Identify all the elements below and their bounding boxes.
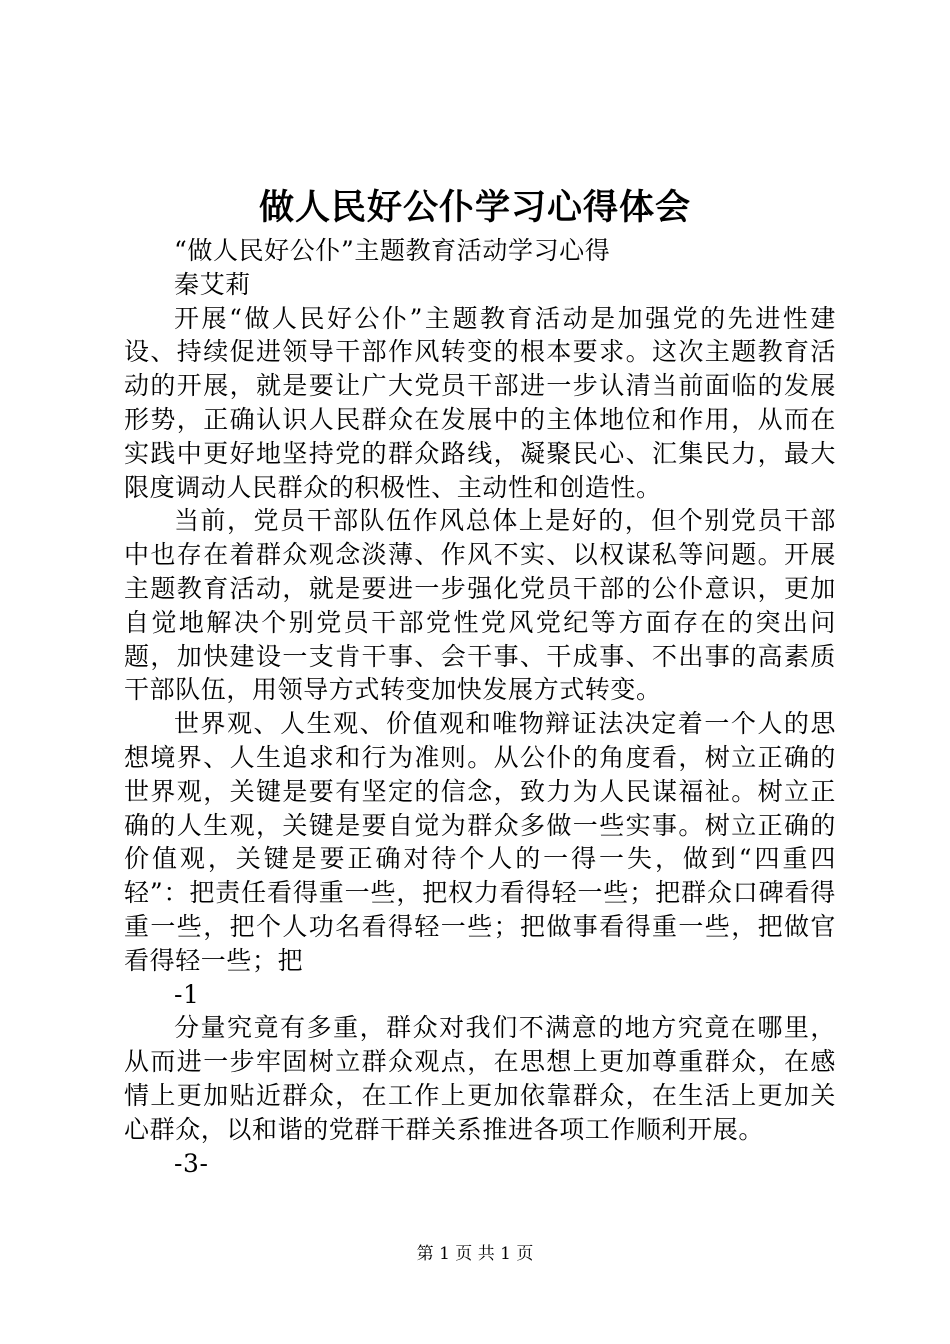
page-marker: -3- — [174, 1148, 209, 1178]
page-footer: 第 1 页 共 1 页 — [416, 1244, 534, 1264]
document-body — [124, 234, 836, 1180]
subtitle: “做人民好公仆”主题教育活动学习心得 — [174, 236, 611, 265]
paragraph: 分量究竟有多重，群众对我们不满意的地方究竟在哪里，从而进一步牢固树立群众观点，在思想上更加尊重群众，在感情上更加贴近群众，在工作上更加依靠群众，在生活上更加关心群众，以和谐的党群干群关系推进各项工作顺利开展。 — [124, 1013, 836, 1144]
paragraph: 世界观、人生观、价值观和唯物辩证法决定着一个人的思想境界、人生追求和行为准则。从公仆的角度看，树立正确的世界观，关键是要有坚定的信念，致力为人民谋福祉。树立正确的人生观，关键是要自觉为群众多做一些实事。树立正确的价值观，关键是要正确对待个人的一得一失，做到“四重四轻”：把责任看得重一些，把权力看得轻一些；把群众口碑看得重一些，把个人功名看得轻一些；把做事看得重一些，把做官看得轻一些；把 — [124, 709, 836, 975]
paragraph: 开展“做人民好公仆”主题教育活动是加强党的先进性建设、持续促进领导干部作风转变的根本要求。这次主题教育活动的开展，就是要让广大党员干部进一步认清当前面临的发展形势，正确认识人民群众在发展中的主体地位和作用，从而在实践中更好地坚持党的群众路线，凝聚民心、汇集民力，最大限度调动人民群众的积极性、主动性和创造性。 — [124, 303, 836, 502]
author-name: 秦艾莉 — [174, 269, 251, 299]
paragraph: 当前，党员干部队伍作风总体上是好的，但个别党员干部中也存在着群众观念淡薄、作风不实、以权谋私等问题。开展主题教育活动，就是要进一步强化党员干部的公仆意识，更加自觉地解决个别党员干部党性党风党纪等方面存在的突出问题，加快建设一支肯干事、会干事、干成事、不出事的高素质干部队伍，用领导方式转变加快发展方式转变。 — [124, 506, 836, 705]
page-marker: -1 — [174, 979, 200, 1009]
document-title: 做人民好公仆学习心得体会 — [258, 187, 691, 228]
